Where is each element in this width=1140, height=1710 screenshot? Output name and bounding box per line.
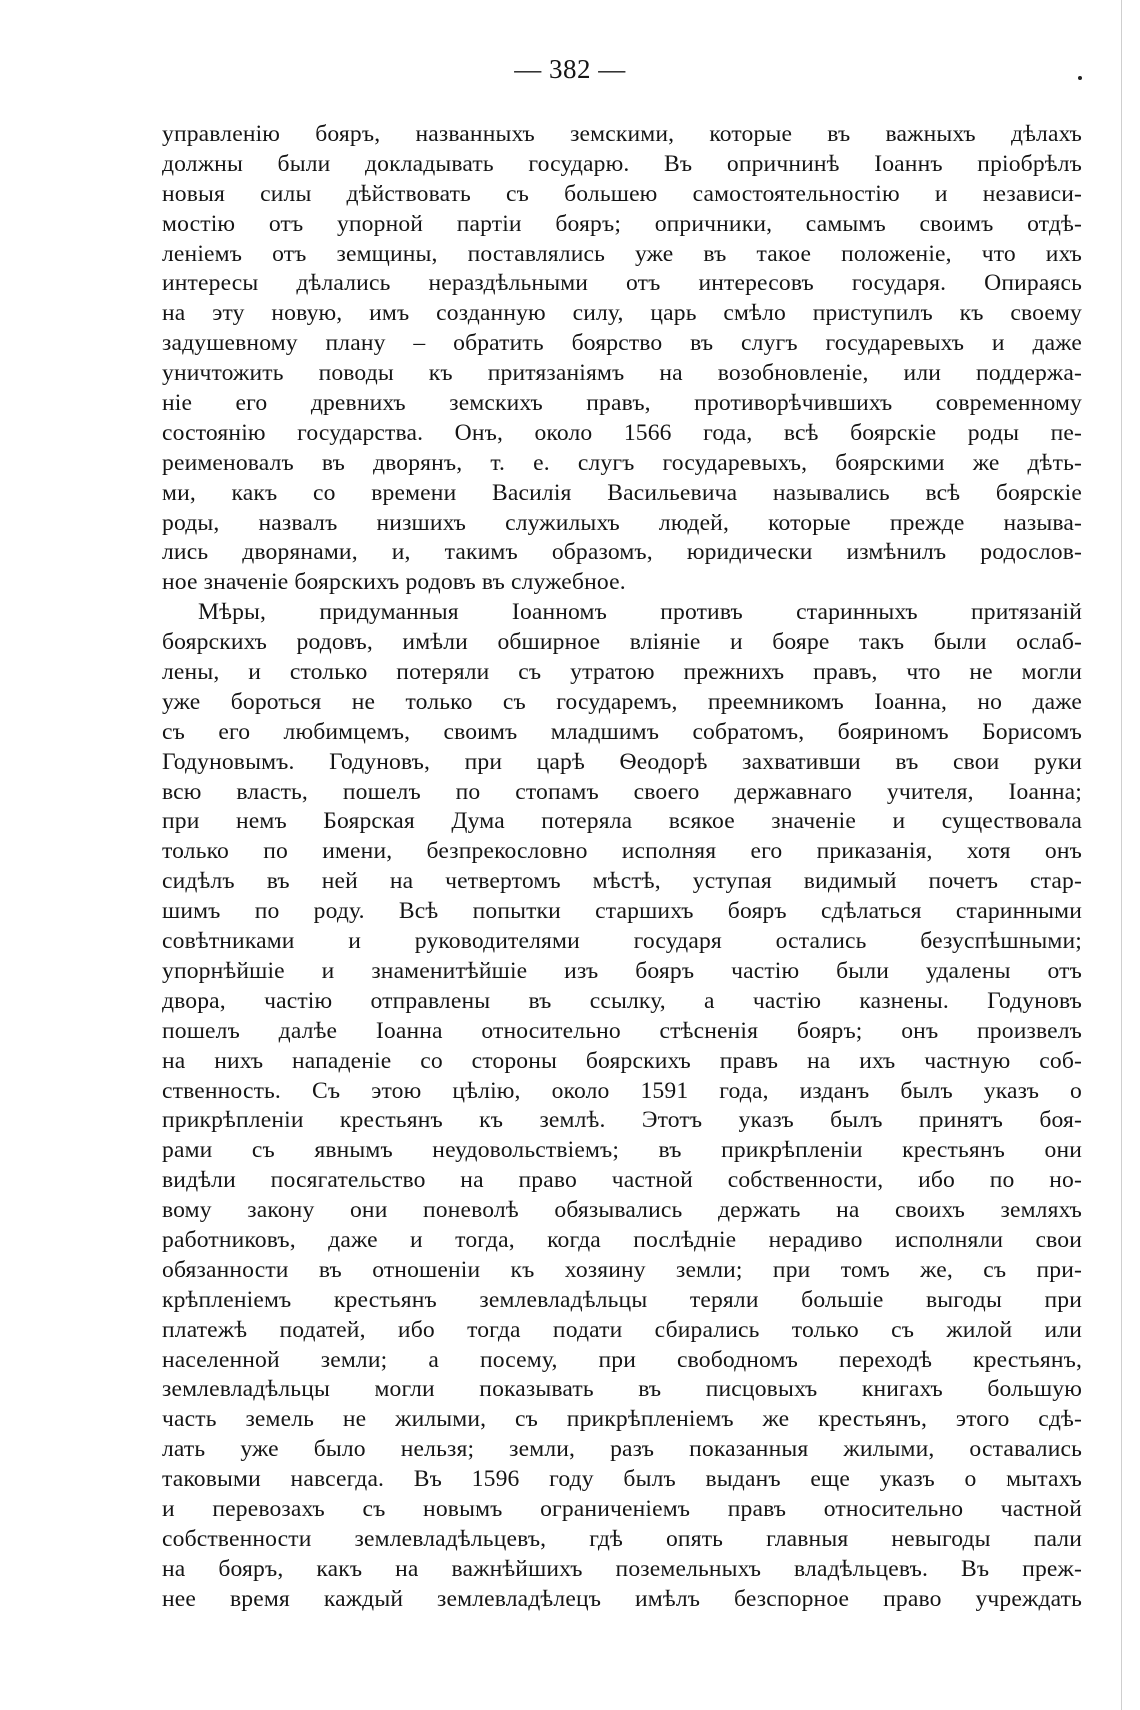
text-line: землевладѣльцы могли показывать въ писцовыхъ книгахъ большую [162, 1376, 1082, 1403]
body-text [162, 120, 1082, 1615]
text-line: шимъ по роду. Всѣ попытки старшихъ бояръ сдѣлаться старинными [162, 898, 1082, 925]
text-line: двора, частію отправлены въ ссылку, а частію казнены. Годуновъ [162, 987, 1082, 1014]
text-line: уже бороться не только съ государемъ, преемникомъ Іоанна, но даже [162, 688, 1082, 715]
text-line: населенной земли; а посему, при свободномъ переходѣ крестьянъ, [162, 1346, 1082, 1373]
text-line: упорнѣйшіе и знаменитѣйшіе изъ бояръ частію были удалены отъ [162, 957, 1082, 984]
text-line: на нихъ нападеніе со стороны боярскихъ правъ на ихъ частную соб- [162, 1047, 1082, 1074]
text-line: собственности землевладѣльцевъ, гдѣ опять главныя невыгоды пали [162, 1525, 1082, 1552]
text-line: и перевозахъ съ новымъ ограниченіемъ правъ относительно частной [162, 1495, 1082, 1522]
text-line: часть земель не жилыми, съ прикрѣпленіемъ же крестьянъ, этого сдѣ- [162, 1406, 1082, 1433]
text-line: задушевному плану – обратить боярство въ слугъ государевыхъ и даже [162, 330, 1082, 357]
text-line: Годуновымъ. Годуновъ, при царѣ Ѳеодорѣ захвативши въ свои руки [162, 748, 1082, 775]
text-line: состоянію государства. Онъ, около 1566 года, всѣ боярскіе роды пе- [162, 419, 1082, 446]
text-line: новыя силы дѣйствовать съ большею самостоятельностію и независи- [162, 180, 1082, 207]
text-line: ное значеніе боярскихъ родовъ въ служебное. [162, 569, 626, 596]
text-line: совѣтниками и руководителями государя остались безуспѣшными; [162, 928, 1082, 955]
text-line: боярскихъ родовъ, имѣли обширное вліяніе и бояре такъ были ослаб- [162, 629, 1082, 656]
text-line: платежѣ податей, ибо тогда подати сбирались только съ жилой или [162, 1316, 1082, 1343]
text-line: лись дворянами, и, такимъ образомъ, юридически измѣнилъ родослов- [162, 539, 1082, 566]
text-line: на бояръ, какъ на важнѣйшихъ поземельныхъ владѣльцевъ. Въ преж- [162, 1555, 1082, 1582]
text-line: уничтожить поводы къ притязаніямъ на возобновленіе, или поддержа- [162, 360, 1082, 387]
text-line: работниковъ, даже и тогда, когда послѣдніе нерадиво исполняли свои [162, 1226, 1082, 1253]
text-line: должны были докладывать государю. Въ опричнинѣ Іоаннъ пріобрѣлъ [162, 150, 1082, 177]
text-line: лать уже было нельзя; земли, разъ показанныя жилыми, оставались [162, 1436, 1082, 1463]
print-speck [1078, 76, 1082, 80]
text-line: съ его любимцемъ, своимъ младшимъ собратомъ, бояриномъ Борисомъ [162, 718, 1082, 745]
text-line: обязанности въ отношеніи къ хозяину земли; при томъ же, съ при- [162, 1256, 1082, 1283]
text-line: при немъ Боярская Дума потеряла всякое значеніе и существовала [162, 808, 1082, 835]
text-line: сидѣлъ въ ней на четвертомъ мѣстѣ, уступая видимый почетъ стар- [162, 868, 1082, 895]
text-line: управленію бояръ, названныхъ земскими, которые въ важныхъ дѣлахъ [162, 121, 1082, 147]
text-line: Мѣры, придуманныя Іоанномъ противъ старинныхъ притязаній [198, 599, 1082, 626]
text-line: реименовалъ въ дворянъ, т. е. слугъ государевыхъ, боярскими же дѣть- [162, 449, 1082, 476]
text-line: роды, назвалъ низшихъ служилыхъ людей, которые прежде называ- [162, 509, 1082, 536]
text-line: на эту новую, имъ созданную силу, царь смѣло приступилъ къ своему [162, 300, 1082, 327]
text-line: ственность. Съ этою цѣлію, около 1591 года, изданъ былъ указъ о [162, 1077, 1082, 1104]
text-line: интересы дѣлались нераздѣльными отъ интересовъ государя. Опираясь [162, 270, 1082, 297]
text-line: пошелъ далѣе Іоанна относительно стѣсненія бояръ; онъ произвелъ [162, 1017, 1082, 1044]
text-line: таковыми навсегда. Въ 1596 году былъ выданъ еще указъ о мытахъ [162, 1466, 1082, 1493]
text-line: рами съ явнымъ неудовольствіемъ; въ прикрѣпленіи крестьянъ они [162, 1137, 1082, 1164]
text-line: видѣли посягательство на право частной собственности, ибо по но- [162, 1167, 1082, 1194]
text-line: ніе его древнихъ земскихъ правъ, противорѣчившихъ современному [162, 390, 1082, 417]
text-line: мостію отъ упорной партіи бояръ; опричники, самымъ своимъ отдѣ- [162, 210, 1082, 237]
text-line: нее время каждый землевладѣлецъ имѣлъ безспорное право учреждать [162, 1585, 1082, 1612]
text-line: вому закону они поневолѣ обязывались держать на своихъ земляхъ [162, 1197, 1082, 1224]
text-line: прикрѣпленіи крестьянъ къ землѣ. Этотъ указъ былъ принятъ боя- [162, 1107, 1082, 1134]
page-number: — 382 — [514, 54, 626, 84]
text-line: лены, и столько потеряли съ утратою прежнихъ правъ, что не могли [162, 659, 1082, 686]
text-line: крѣпленіемъ крестьянъ землевладѣльцы теряли большіе выгоды при [162, 1286, 1082, 1313]
page-edge-shadow [1121, 0, 1122, 1710]
text-line: леніемъ отъ земщины, поставлялись уже въ такое положеніе, что ихъ [162, 240, 1082, 267]
text-line: ми, какъ со времени Василія Васильевича назывались всѣ боярскіе [162, 479, 1082, 506]
text-line: всю власть, пошелъ по стопамъ своего державнаго учителя, Іоанна; [162, 778, 1082, 805]
text-line: только по имени, безпрекословно исполняя его приказанія, хотя онъ [162, 838, 1082, 865]
